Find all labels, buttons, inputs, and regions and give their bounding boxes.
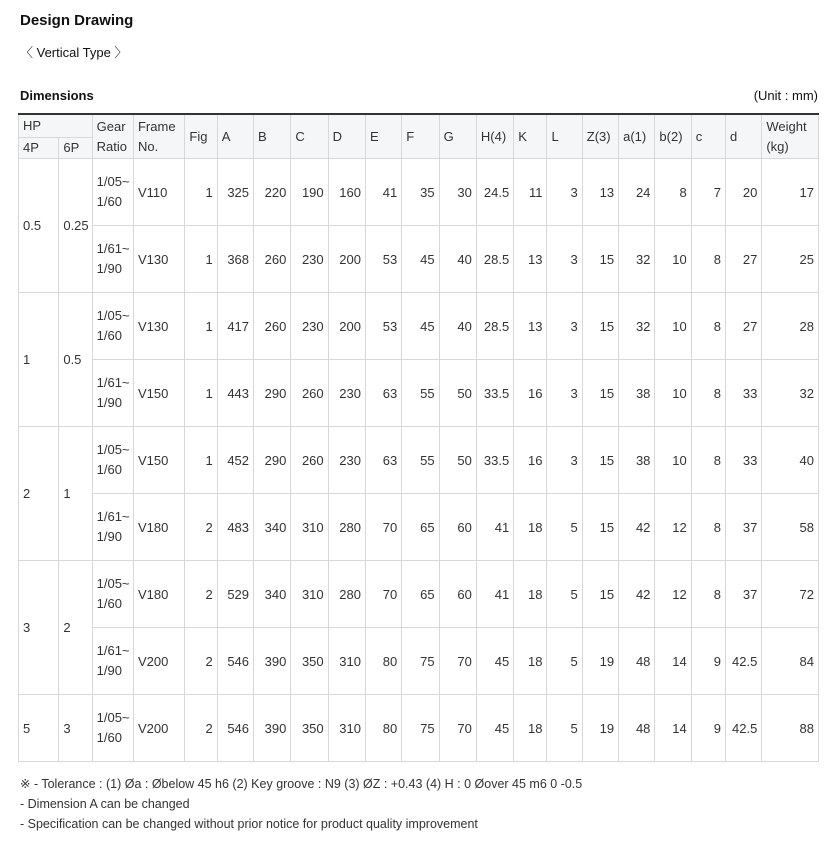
header-e-dim: E: [365, 114, 401, 159]
cell-z-dim: 15: [582, 561, 618, 628]
cell-c-dim: 260: [291, 427, 328, 494]
cell-k-dim: 18: [514, 561, 547, 628]
cell-hp-4p: 2: [19, 427, 59, 561]
cell-b-dim: 260: [254, 293, 291, 360]
table-row: [19, 226, 819, 293]
cell-small-c-dim: 8: [691, 360, 725, 427]
cell-e-dim: 70: [365, 561, 401, 628]
table-row: [19, 360, 819, 427]
cell-frame-no: V150: [133, 427, 184, 494]
cell-frame-no: V200: [133, 695, 184, 762]
cell-k-dim: 16: [514, 360, 547, 427]
cell-c-dim: 310: [291, 561, 328, 628]
cell-b-dim: 390: [254, 628, 291, 695]
table-row: [19, 695, 819, 762]
cell-c-dim: 230: [291, 226, 328, 293]
cell-z-dim: 15: [582, 360, 618, 427]
cell-hp-6p: 3: [59, 695, 92, 762]
cell-a-dim: 443: [217, 360, 253, 427]
cell-small-c-dim: 7: [691, 159, 725, 226]
cell-e-dim: 63: [365, 360, 401, 427]
cell-small-b-dim: 8: [655, 159, 691, 226]
header-fig: Fig: [185, 114, 217, 159]
cell-frame-no: V110: [133, 159, 184, 226]
cell-weight: 72: [762, 561, 819, 628]
cell-weight: 58: [762, 494, 819, 561]
cell-d-dim: 280: [328, 561, 365, 628]
cell-gear-ratio: 1/61~1/90: [92, 360, 133, 427]
cell-frame-no: V180: [133, 494, 184, 561]
header-a-dim: A: [217, 114, 253, 159]
cell-a-dim: 546: [217, 695, 253, 762]
header-d-dim: D: [328, 114, 365, 159]
header-b-dim: B: [254, 114, 291, 159]
cell-b-dim: 220: [254, 159, 291, 226]
cell-small-a-dim: 48: [619, 695, 655, 762]
header-k-dim: K: [514, 114, 547, 159]
header-l-dim: L: [547, 114, 582, 159]
header-g-dim: G: [439, 114, 476, 159]
cell-d-dim: 200: [328, 226, 365, 293]
cell-small-a-dim: 48: [619, 628, 655, 695]
cell-frame-no: V130: [133, 226, 184, 293]
cell-frame-no: V200: [133, 628, 184, 695]
cell-k-dim: 16: [514, 427, 547, 494]
cell-fig: 1: [185, 293, 217, 360]
cell-small-d-dim: 37: [726, 494, 762, 561]
cell-e-dim: 80: [365, 628, 401, 695]
cell-fig: 1: [185, 226, 217, 293]
cell-e-dim: 53: [365, 293, 401, 360]
cell-small-d-dim: 42.5: [726, 628, 762, 695]
note-dimension-a: - Dimension A can be changed: [20, 797, 190, 811]
cell-l-dim: 3: [547, 226, 582, 293]
cell-weight: 25: [762, 226, 819, 293]
cell-gear-ratio: 1/61~1/90: [92, 226, 133, 293]
cell-small-c-dim: 9: [691, 628, 725, 695]
cell-z-dim: 19: [582, 628, 618, 695]
cell-fig: 2: [185, 695, 217, 762]
header-z-dim: Z(3): [582, 114, 618, 159]
cell-small-a-dim: 38: [619, 427, 655, 494]
cell-small-a-dim: 24: [619, 159, 655, 226]
table-row: [19, 293, 819, 360]
cell-frame-no: V150: [133, 360, 184, 427]
cell-l-dim: 5: [547, 561, 582, 628]
header-c-dim: C: [291, 114, 328, 159]
cell-small-a-dim: 42: [619, 494, 655, 561]
cell-z-dim: 15: [582, 226, 618, 293]
cell-c-dim: 190: [291, 159, 328, 226]
cell-f-dim: 55: [402, 360, 439, 427]
cell-l-dim: 5: [547, 494, 582, 561]
cell-g-dim: 40: [439, 293, 476, 360]
cell-small-a-dim: 42: [619, 561, 655, 628]
cell-small-b-dim: 10: [655, 293, 691, 360]
cell-a-dim: 529: [217, 561, 253, 628]
cell-weight: 84: [762, 628, 819, 695]
cell-h-dim: 28.5: [476, 293, 513, 360]
header-small-b-dim: b(2): [655, 114, 691, 159]
cell-g-dim: 60: [439, 561, 476, 628]
table-row: [19, 159, 819, 226]
cell-weight: 40: [762, 427, 819, 494]
cell-b-dim: 340: [254, 561, 291, 628]
page-title: Design Drawing: [20, 12, 134, 29]
cell-g-dim: 60: [439, 494, 476, 561]
cell-small-b-dim: 12: [655, 561, 691, 628]
cell-g-dim: 50: [439, 360, 476, 427]
cell-small-c-dim: 8: [691, 226, 725, 293]
note-tolerance: ※ - Tolerance : (1) Øa : Øbelow 45 h6 (2) Key groove : N9 (3) ØZ : +0.43 (4) H : 0 Øover 45 m6 0 -0.5: [20, 777, 583, 791]
header-4p: 4P: [19, 138, 59, 159]
cell-g-dim: 30: [439, 159, 476, 226]
cell-d-dim: 230: [328, 360, 365, 427]
cell-h-dim: 41: [476, 561, 513, 628]
cell-fig: 2: [185, 628, 217, 695]
cell-b-dim: 290: [254, 360, 291, 427]
cell-d-dim: 280: [328, 494, 365, 561]
cell-a-dim: 452: [217, 427, 253, 494]
cell-d-dim: 200: [328, 293, 365, 360]
header-small-d-dim: d: [726, 114, 762, 159]
cell-d-dim: 230: [328, 427, 365, 494]
unit-label: (Unit : mm): [753, 88, 818, 103]
cell-f-dim: 75: [402, 695, 439, 762]
cell-frame-no: V180: [133, 561, 184, 628]
cell-small-d-dim: 33: [726, 427, 762, 494]
cell-hp-4p: 1: [19, 293, 59, 427]
cell-hp-4p: 3: [19, 561, 59, 695]
header-gear-ratio: Gear Ratio: [92, 114, 133, 159]
cell-gear-ratio: 1/05~1/60: [92, 427, 133, 494]
cell-small-a-dim: 32: [619, 293, 655, 360]
cell-l-dim: 3: [547, 360, 582, 427]
cell-c-dim: 350: [291, 695, 328, 762]
cell-k-dim: 13: [514, 293, 547, 360]
cell-hp-6p: 1: [59, 427, 92, 561]
cell-f-dim: 65: [402, 494, 439, 561]
cell-c-dim: 350: [291, 628, 328, 695]
cell-fig: 1: [185, 159, 217, 226]
header-small-c-dim: c: [691, 114, 725, 159]
cell-f-dim: 75: [402, 628, 439, 695]
cell-h-dim: 33.5: [476, 427, 513, 494]
cell-fig: 2: [185, 561, 217, 628]
cell-f-dim: 55: [402, 427, 439, 494]
cell-l-dim: 3: [547, 293, 582, 360]
cell-small-d-dim: 20: [726, 159, 762, 226]
cell-fig: 2: [185, 494, 217, 561]
cell-h-dim: 24.5: [476, 159, 513, 226]
cell-hp-6p: 0.25: [59, 159, 92, 293]
cell-small-c-dim: 8: [691, 561, 725, 628]
cell-small-c-dim: 8: [691, 494, 725, 561]
header-weight: Weight (kg): [762, 114, 819, 159]
cell-small-c-dim: 8: [691, 293, 725, 360]
cell-small-c-dim: 8: [691, 427, 725, 494]
cell-hp-6p: 0.5: [59, 293, 92, 427]
cell-b-dim: 390: [254, 695, 291, 762]
cell-a-dim: 325: [217, 159, 253, 226]
cell-k-dim: 18: [514, 695, 547, 762]
cell-k-dim: 11: [514, 159, 547, 226]
header-hp: HP: [19, 114, 93, 138]
cell-z-dim: 15: [582, 427, 618, 494]
cell-weight: 88: [762, 695, 819, 762]
cell-gear-ratio: 1/05~1/60: [92, 695, 133, 762]
cell-c-dim: 310: [291, 494, 328, 561]
notes: [20, 774, 582, 834]
cell-a-dim: 368: [217, 226, 253, 293]
cell-hp-4p: 0.5: [19, 159, 59, 293]
cell-small-d-dim: 27: [726, 293, 762, 360]
cell-z-dim: 13: [582, 159, 618, 226]
cell-g-dim: 70: [439, 695, 476, 762]
cell-a-dim: 546: [217, 628, 253, 695]
cell-f-dim: 65: [402, 561, 439, 628]
dimensions-label: Dimensions: [20, 88, 94, 103]
note-specification: - Specification can be changed without prior notice for product quality improvement: [20, 817, 478, 831]
cell-b-dim: 290: [254, 427, 291, 494]
header-small-a-dim: a(1): [619, 114, 655, 159]
cell-small-b-dim: 10: [655, 360, 691, 427]
cell-h-dim: 41: [476, 494, 513, 561]
cell-h-dim: 45: [476, 695, 513, 762]
cell-g-dim: 50: [439, 427, 476, 494]
cell-z-dim: 19: [582, 695, 618, 762]
cell-h-dim: 33.5: [476, 360, 513, 427]
cell-weight: 32: [762, 360, 819, 427]
cell-small-b-dim: 14: [655, 695, 691, 762]
cell-small-b-dim: 10: [655, 226, 691, 293]
cell-l-dim: 3: [547, 427, 582, 494]
cell-z-dim: 15: [582, 293, 618, 360]
cell-a-dim: 417: [217, 293, 253, 360]
cell-small-b-dim: 14: [655, 628, 691, 695]
cell-g-dim: 40: [439, 226, 476, 293]
header-6p: 6P: [59, 138, 92, 159]
cell-e-dim: 41: [365, 159, 401, 226]
cell-e-dim: 70: [365, 494, 401, 561]
header-h-dim: H(4): [476, 114, 513, 159]
cell-l-dim: 3: [547, 159, 582, 226]
cell-small-a-dim: 38: [619, 360, 655, 427]
cell-e-dim: 80: [365, 695, 401, 762]
cell-k-dim: 18: [514, 494, 547, 561]
dimensions-table: [18, 113, 819, 762]
cell-z-dim: 15: [582, 494, 618, 561]
cell-fig: 1: [185, 360, 217, 427]
cell-e-dim: 63: [365, 427, 401, 494]
cell-small-d-dim: 37: [726, 561, 762, 628]
cell-k-dim: 13: [514, 226, 547, 293]
cell-l-dim: 5: [547, 695, 582, 762]
cell-k-dim: 18: [514, 628, 547, 695]
cell-gear-ratio: 1/05~1/60: [92, 293, 133, 360]
cell-gear-ratio: 1/61~1/90: [92, 628, 133, 695]
cell-d-dim: 160: [328, 159, 365, 226]
cell-b-dim: 260: [254, 226, 291, 293]
cell-frame-no: V130: [133, 293, 184, 360]
table-row: [19, 628, 819, 695]
cell-fig: 1: [185, 427, 217, 494]
cell-small-d-dim: 42.5: [726, 695, 762, 762]
cell-gear-ratio: 1/61~1/90: [92, 494, 133, 561]
page-subtitle: 〈 Vertical Type 〉: [20, 45, 128, 60]
cell-small-c-dim: 9: [691, 695, 725, 762]
cell-hp-6p: 2: [59, 561, 92, 695]
cell-hp-4p: 5: [19, 695, 59, 762]
cell-gear-ratio: 1/05~1/60: [92, 561, 133, 628]
cell-c-dim: 260: [291, 360, 328, 427]
cell-f-dim: 35: [402, 159, 439, 226]
cell-c-dim: 230: [291, 293, 328, 360]
cell-small-b-dim: 12: [655, 494, 691, 561]
cell-d-dim: 310: [328, 695, 365, 762]
cell-h-dim: 45: [476, 628, 513, 695]
table-row: [19, 561, 819, 628]
cell-e-dim: 53: [365, 226, 401, 293]
cell-gear-ratio: 1/05~1/60: [92, 159, 133, 226]
cell-weight: 17: [762, 159, 819, 226]
header-f-dim: F: [402, 114, 439, 159]
cell-a-dim: 483: [217, 494, 253, 561]
cell-small-d-dim: 27: [726, 226, 762, 293]
cell-small-d-dim: 33: [726, 360, 762, 427]
cell-h-dim: 28.5: [476, 226, 513, 293]
cell-l-dim: 5: [547, 628, 582, 695]
cell-f-dim: 45: [402, 293, 439, 360]
cell-small-a-dim: 32: [619, 226, 655, 293]
dimensions-table-body: [19, 159, 819, 762]
cell-small-b-dim: 10: [655, 427, 691, 494]
cell-d-dim: 310: [328, 628, 365, 695]
cell-f-dim: 45: [402, 226, 439, 293]
cell-weight: 28: [762, 293, 819, 360]
table-row: [19, 427, 819, 494]
cell-g-dim: 70: [439, 628, 476, 695]
header-frame-no: Frame No.: [133, 114, 184, 159]
cell-b-dim: 340: [254, 494, 291, 561]
table-row: [19, 494, 819, 561]
